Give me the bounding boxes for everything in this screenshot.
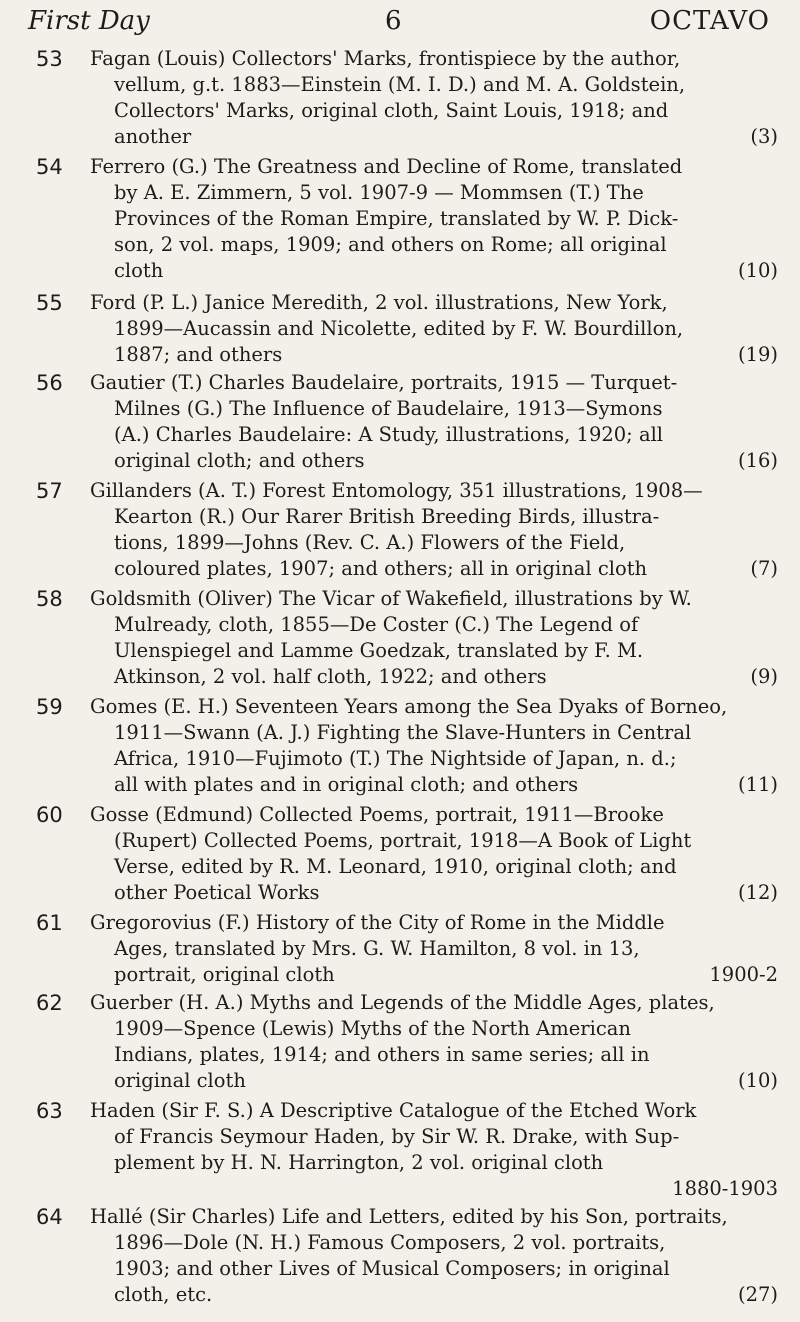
lot-price: (3)	[750, 125, 778, 148]
running-header	[28, 6, 770, 40]
lot-line: Gomes (E. H.) Seventeen Years among the Sea Dyaks of Borneo,	[90, 695, 728, 718]
lot-line: son, 2 vol. maps, 1909; and others on Rome; all original	[114, 233, 667, 256]
lot-line: another	[114, 125, 192, 148]
lot-line: Atkinson, 2 vol. half cloth, 1922; and others	[114, 665, 547, 688]
lot-line: 1896—Dole (N. H.) Famous Composers, 2 vol. portraits,	[114, 1231, 666, 1254]
lot-line: Gregorovius (F.) History of the City of Rome in the Middle	[90, 911, 665, 934]
lot-price: 1900-2	[709, 963, 778, 986]
lot-price: (9)	[750, 665, 778, 688]
lot-price: (12)	[737, 881, 778, 904]
lot-price: (27)	[737, 1283, 778, 1306]
lot-number: 55	[36, 291, 63, 315]
lot-line: 1903; and other Lives of Musical Composers; in original	[114, 1257, 670, 1280]
lot-line: Ford (P. L.) Janice Meredith, 2 vol. illustrations, New York,	[90, 291, 668, 314]
lot-number: 54	[36, 155, 63, 179]
lot-line: Milnes (G.) The Influence of Baudelaire, 1913—Symons	[114, 397, 663, 420]
lot-line: Collectors' Marks, original cloth, Saint Louis, 1918; and	[114, 99, 669, 122]
lot-line: cloth, etc.	[114, 1283, 213, 1306]
lot-line: vellum, g.t. 1883—Einstein (M. I. D.) and M. A. Goldstein,	[114, 73, 686, 96]
lot-line: Ages, translated by Mrs. G. W. Hamilton, 8 vol. in 13,	[114, 937, 640, 960]
lot-line: Kearton (R.) Our Rarer British Breeding Birds, illustra-	[114, 505, 660, 528]
lot-price: (10)	[737, 1069, 778, 1092]
lot-number: 61	[36, 911, 63, 935]
lot-price: (11)	[737, 773, 778, 796]
lot-line: original cloth; and others	[114, 449, 365, 472]
lot-line: (A.) Charles Baudelaire: A Study, illustrations, 1920; all	[114, 423, 664, 446]
lot-line: all with plates and in original cloth; and others	[114, 773, 579, 796]
lot-price: 1880-1903	[672, 1177, 778, 1200]
lot-line: Provinces of the Roman Empire, translated by W. P. Dick-	[114, 207, 679, 230]
lot-line: Fagan (Louis) Collectors' Marks, frontispiece by the author,	[90, 47, 681, 70]
lot-line: Goldsmith (Oliver) The Vicar of Wakefield, illustrations by W.	[90, 587, 692, 610]
lot-line: tions, 1899—Johns (Rev. C. A.) Flowers of the Field,	[114, 531, 626, 554]
lot-number: 62	[36, 991, 63, 1015]
lot-line: coloured plates, 1907; and others; all in original cloth	[114, 557, 648, 580]
lot-line: plement by H. N. Harrington, 2 vol. original cloth	[114, 1151, 604, 1174]
header-format: OCTAVO	[649, 6, 770, 36]
lot-line: Ferrero (G.) The Greatness and Decline of Rome, translated	[90, 155, 683, 178]
lot-line: cloth	[114, 259, 164, 282]
lot-line: of Francis Seymour Haden, by Sir W. R. Drake, with Sup-	[114, 1125, 680, 1148]
lot-line: 1909—Spence (Lewis) Myths of the North American	[114, 1017, 631, 1040]
lot-line: Hallé (Sir Charles) Life and Letters, edited by his Son, portraits,	[90, 1205, 728, 1228]
lot-number: 63	[36, 1099, 63, 1123]
lot-line: Mulready, cloth, 1855—De Coster (C.) The Legend of	[114, 613, 639, 636]
lot-line: Gosse (Edmund) Collected Poems, portrait, 1911—Brooke	[90, 803, 664, 826]
lot-line: Gautier (T.) Charles Baudelaire, portraits, 1915 — Turquet-	[90, 371, 678, 394]
lot-line: 1887; and others	[114, 343, 283, 366]
lot-line: 1899—Aucassin and Nicolette, edited by F. W. Bourdillon,	[114, 317, 684, 340]
lot-line: Africa, 1910—Fujimoto (T.) The Nightside of Japan, n. d.;	[114, 747, 677, 770]
lot-line: portrait, original cloth	[114, 963, 335, 986]
lot-number: 53	[36, 47, 63, 71]
lot-price: (7)	[750, 557, 778, 580]
lot-line: (Rupert) Collected Poems, portrait, 1918—A Book of Light	[114, 829, 692, 852]
lot-number: 57	[36, 479, 63, 503]
lot-line: Ulenspiegel and Lamme Goedzak, translated by F. M.	[114, 639, 644, 662]
lot-line: by A. E. Zimmern, 5 vol. 1907-9 — Mommsen (T.) The	[114, 181, 644, 204]
lot-price: (16)	[737, 449, 778, 472]
lot-price: (19)	[737, 343, 778, 366]
lot-line: 1911—Swann (A. J.) Fighting the Slave-Hunters in Central	[114, 721, 692, 744]
lot-number: 64	[36, 1205, 63, 1229]
lot-number: 60	[36, 803, 63, 827]
lot-line: other Poetical Works	[114, 881, 320, 904]
lot-line: Gillanders (A. T.) Forest Entomology, 351 illustrations, 1908—	[90, 479, 703, 502]
lot-number: 59	[36, 695, 63, 719]
lot-line: Verse, edited by R. M. Leonard, 1910, original cloth; and	[114, 855, 677, 878]
header-day: First Day	[28, 6, 150, 36]
lot-line: Guerber (H. A.) Myths and Legends of the Middle Ages, plates,	[90, 991, 715, 1014]
page-number: 6	[385, 6, 402, 36]
lot-line: original cloth	[114, 1069, 246, 1092]
lot-line: Haden (Sir F. S.) A Descriptive Catalogue of the Etched Work	[90, 1099, 697, 1122]
lot-price: (10)	[737, 259, 778, 282]
lot-line: Indians, plates, 1914; and others in same series; all in	[114, 1043, 650, 1066]
lot-number: 56	[36, 371, 63, 395]
lot-number: 58	[36, 587, 63, 611]
